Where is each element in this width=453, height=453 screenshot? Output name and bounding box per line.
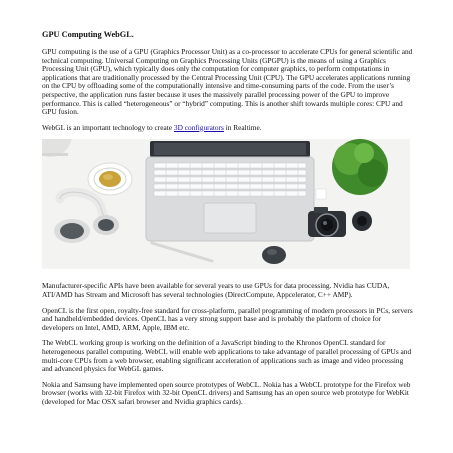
paragraph-prototypes: Nokia and Samsung have implemented open source prototypes of WebCL. Nokia has a WebCL prototype for the Firefox web browser (works with 32-bit Firefox with 32-bit OpenCL drivers) and Samsung has an open source web prototype for WebKit (developed for Mac OSX safari browser and Nvidia graphics cards). [42,379,411,406]
tea-cup-icon [88,163,132,195]
configurators-link[interactable]: 3D configurators [173,122,224,132]
workspace-illustration [42,139,410,269]
paragraph-gpu-computing: GPU computing is the use of a GPU (Graphics Processor Unit) as a co-processor to accelerate CPUs for general scientific and technical computing. Universal Computing on Graphics Processing Units (GPGPU) is the means of using a Graphics Processing Unit (GPU), which typically does only the computation for computer graphics, to perform computations in applications that are traditionally processed by the Central Processing Unit (CPU). The GPU accelerates applications running on the CPU by offloading some of the computationally intensive and time-consuming parts of the code. From the user’s perspective, the application runs faster because it uses the massively parallel processing power of the GPU to improve performance. This is called “heterogeneous” or “hybrid” computing. This is another shift towards multiple cores: CPU and GPU fusion. [42,47,413,117]
paragraph-opencl: OpenCL is the first open, royalty-free standard for cross-platform, parallel programming of modern processors in PCs, servers and handheld/embedded devices. OpenCL has a very strong support base and is probably the platform of choice for developers on Intel, AMD, ARM, Apple, IBM etc. [42,305,413,332]
plant-icon [332,139,388,195]
mouse-icon [262,246,286,264]
laptop-icon [146,141,314,241]
usb-drive-icon [316,189,326,199]
paragraph-webgl-text-after: in Realtime. [223,122,262,132]
paragraph-webgl [42,124,413,133]
paragraph-webgl-text-before: WebGL is an important technology to create [42,122,174,132]
paragraph-vendor-apis: Manufacturer-specific APIs have been available for several years to use GPUs for data processing. Nvidia has CUDA, ATI/AMD has Stream and Microsoft has several technologies (DirectCompute, Appcelerator, C++ AMP). [42,281,390,299]
lamp-icon [42,139,72,157]
workspace-photo [42,139,410,269]
paragraph-webcl: The WebCL working group is working on the definition of a JavaScript binding to the Khronos OpenCL standard for heterogeneous parallel computing. WebCL will enable web applications to take advantage of parallel processing of GPUs and multi-core CPUs from a web browser, enabling significant acceleration of applications such as image and video processing and advanced physics for WebGL games. [42,338,412,374]
document-title: GPU Computing WebGL. [42,30,134,39]
